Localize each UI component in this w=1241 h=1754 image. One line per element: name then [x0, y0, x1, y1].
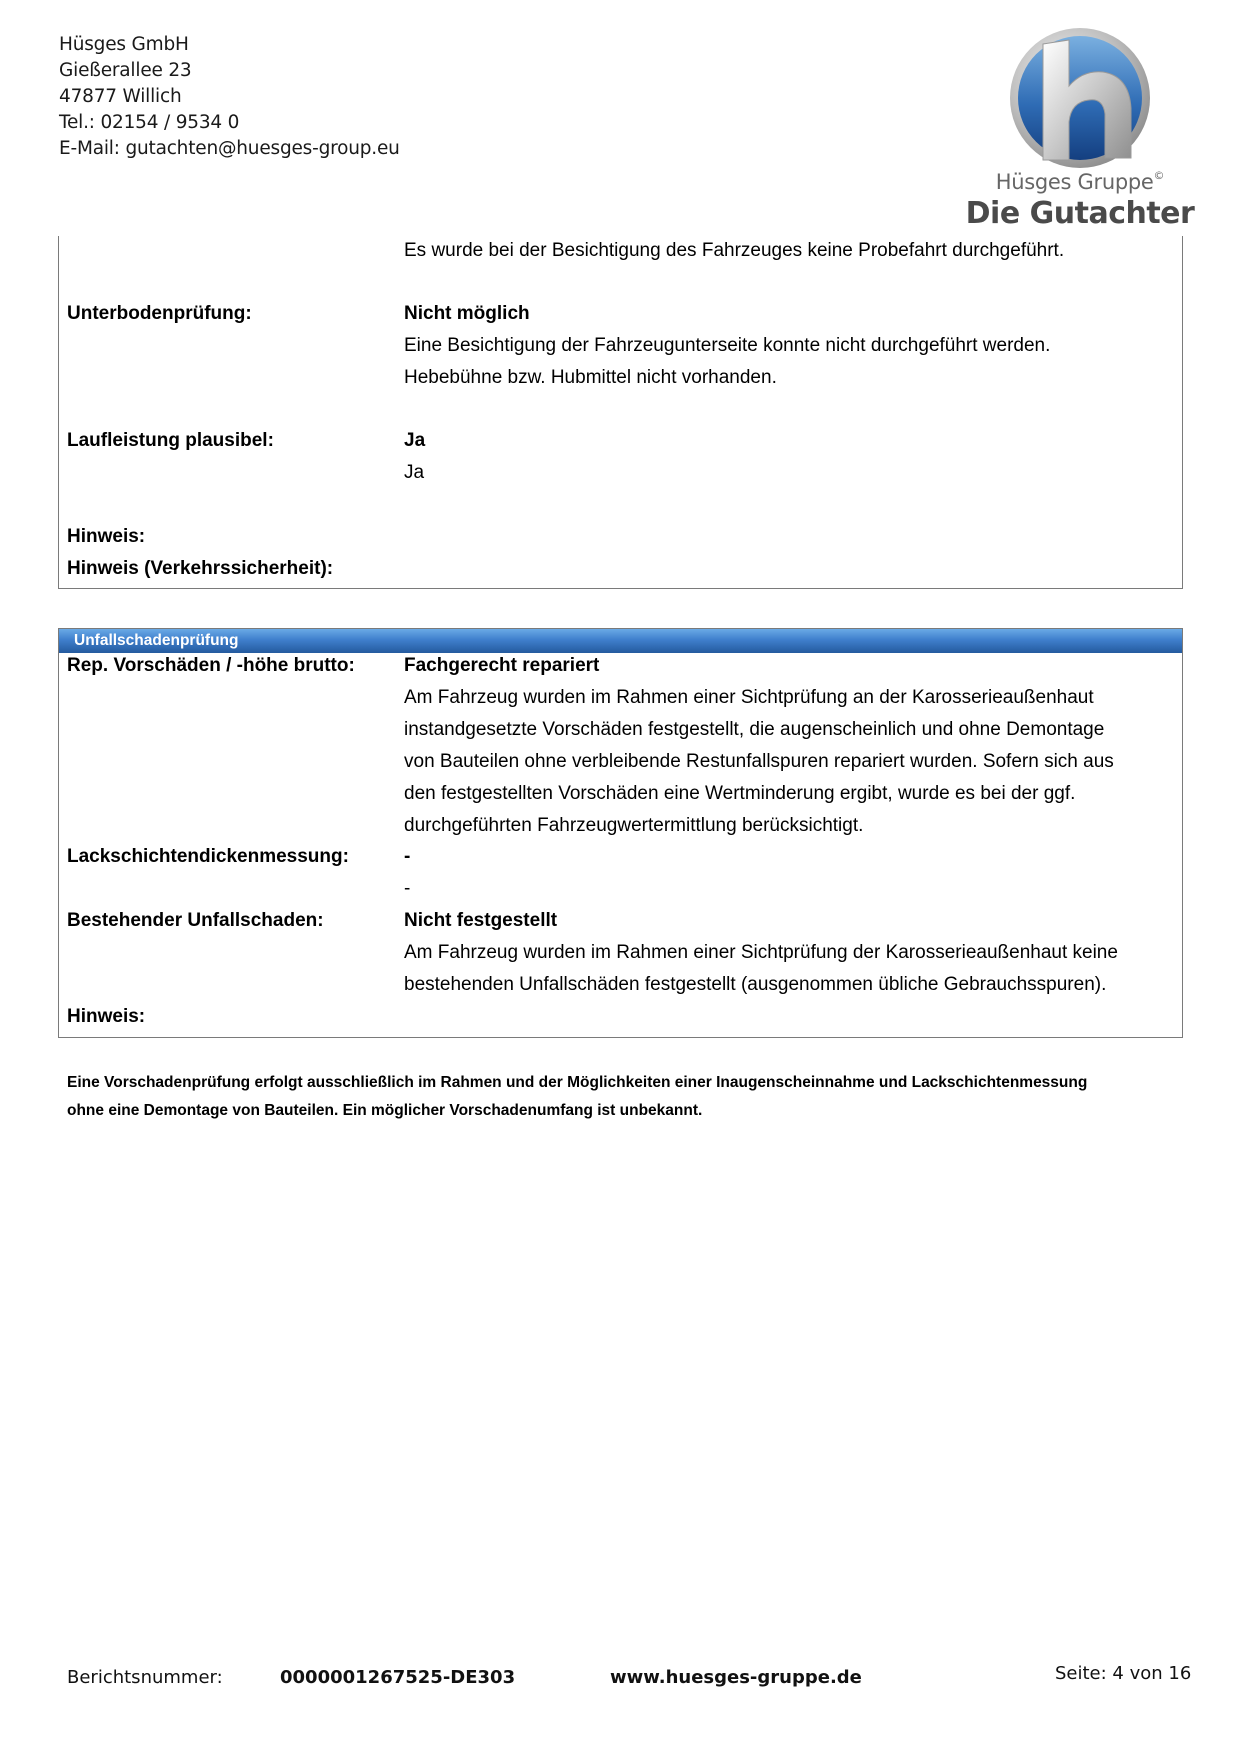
bestehender-unfallschaden-detail: Am Fahrzeug wurden im Rahmen einer Sichtprüfung der Karosserieaußenhaut keine [404, 942, 1118, 963]
rep-vorschaeden-detail: den festgestellten Vorschäden eine Wertminderung ergibt, wurde es bei der ggf. [404, 783, 1076, 804]
section-header-unfallschaden: Unfallschadenprüfung [59, 629, 1182, 653]
laufleistung-value: Ja [404, 430, 426, 451]
disclaimer-line: Eine Vorschadenprüfung erfolgt ausschließlich im Rahmen und der Möglichkeiten einer Inaugenscheinnahme und Lackschichtenmessung [67, 1074, 1088, 1091]
company-phone: Tel.: 02154 / 9534 0 [59, 112, 240, 133]
company-address [59, 32, 400, 162]
logo-line1-text: Hüsges Gruppe [995, 170, 1154, 194]
rep-vorschaeden-detail: Am Fahrzeug wurden im Rahmen einer Sichtprüfung an der Karosserieaußenhaut [404, 687, 1094, 708]
report-number-label: Berichtsnummer: [67, 1667, 223, 1688]
huesges-h-logo-icon [965, 26, 1195, 171]
bestehender-unfallschaden-label: Bestehender Unfallschaden: [67, 910, 324, 931]
logo-line2: Die Gutachter [965, 196, 1195, 231]
rep-vorschaeden-detail: instandgesetzte Vorschäden festgestellt, die augenscheinlich und ohne Demontage [404, 719, 1105, 740]
rep-vorschaeden-label: Rep. Vorschäden / -höhe brutto: [67, 655, 355, 676]
hinweis-label: Hinweis: [67, 1006, 146, 1027]
lackschicht-detail: - [404, 878, 411, 899]
company-name: Hüsges GmbH [59, 34, 189, 55]
rep-vorschaeden-value: Fachgerecht repariert [404, 655, 600, 676]
unterboden-detail: Hebebühne bzw. Hubmittel nicht vorhanden. [404, 367, 777, 388]
unterboden-detail: Eine Besichtigung der Fahrzeugunterseite konnte nicht durchgeführt werden. [404, 335, 1051, 356]
company-street: Gießerallee 23 [59, 60, 192, 81]
lackschicht-value: - [404, 846, 411, 867]
unterboden-value: Nicht möglich [404, 303, 530, 324]
laufleistung-label: Laufleistung plausibel: [67, 430, 274, 451]
company-email: E-Mail: gutachten@huesges-group.eu [59, 138, 400, 159]
company-city: 47877 Willich [59, 86, 182, 107]
copyright-mark: © [1153, 169, 1165, 182]
website-link[interactable]: www.huesges-gruppe.de [610, 1667, 862, 1688]
laufleistung-detail: Ja [404, 462, 425, 483]
report-number: 0000001267525-DE303 [280, 1667, 516, 1688]
lackschicht-label: Lackschichtendickenmessung: [67, 846, 349, 867]
hinweis-verkehr-label: Hinweis (Verkehrssicherheit): [67, 558, 334, 579]
rep-vorschaeden-detail: durchgeführten Fahrzeugwertermittlung berücksichtigt. [404, 815, 864, 836]
bestehender-unfallschaden-detail: bestehenden Unfallschäden festgestellt (ausgenommen übliche Gebrauchsspuren). [404, 974, 1107, 995]
logo-line1 [965, 169, 1195, 194]
disclaimer-line: ohne eine Demontage von Bauteilen. Ein möglicher Vorschadenumfang ist unbekannt. [67, 1102, 703, 1119]
unterboden-label: Unterbodenprüfung: [67, 303, 252, 324]
probefahrt-note: Es wurde bei der Besichtigung des Fahrzeuges keine Probefahrt durchgeführt. [404, 240, 1065, 261]
page-number: Seite: 4 von 16 [1055, 1663, 1192, 1684]
bestehender-unfallschaden-value: Nicht festgestellt [404, 910, 558, 931]
company-logo [965, 26, 1195, 236]
section-continued-frame [58, 236, 1183, 589]
rep-vorschaeden-detail: von Bauteilen ohne verbleibende Restunfallspuren repariert wurden. Sofern sich aus [404, 751, 1114, 772]
hinweis-label: Hinweis: [67, 526, 146, 547]
